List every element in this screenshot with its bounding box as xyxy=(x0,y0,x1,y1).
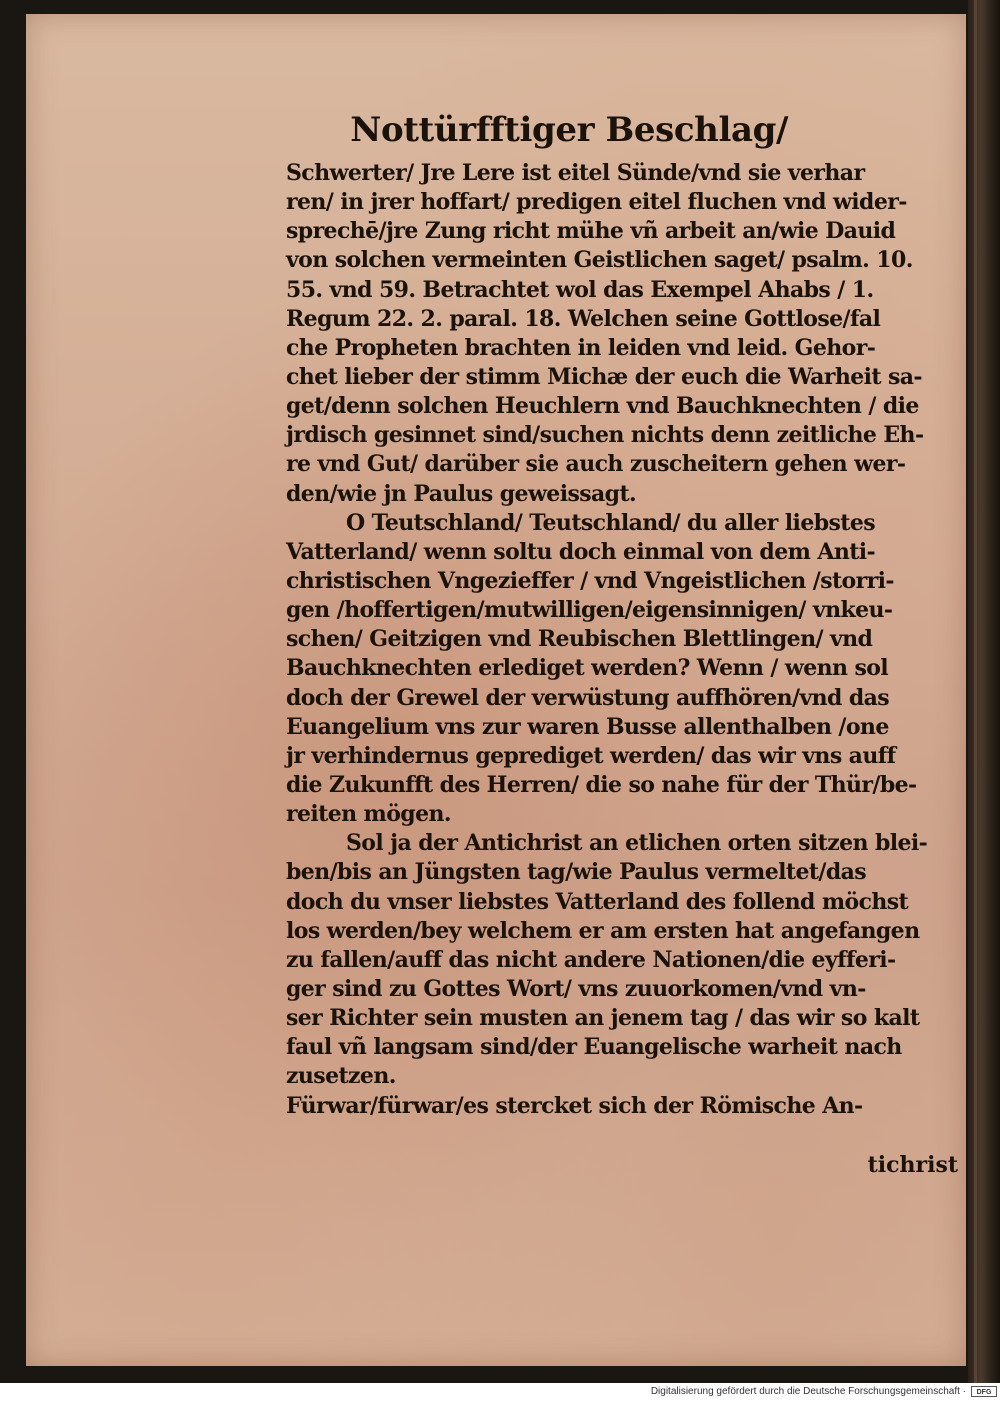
text-line: doch der Grewel der verwüstung auffhören/vnd das xyxy=(286,684,890,711)
funding-credit: Digitalisierung gefördert durch die Deutsche Forschungsgemeinschaft · xyxy=(650,1386,966,1397)
catchword: tichrist xyxy=(867,1152,958,1178)
text-line: zusetzen. xyxy=(286,1063,396,1090)
text-line: die Zukunfft des Herren/ die so nahe für der Thür/be- xyxy=(286,771,917,798)
running-head: Nottürfftiger Beschlag/ xyxy=(350,110,788,150)
text-line: gen /hoffertigen/mutwilligen/eigensinnigen/ vnkeu- xyxy=(286,597,893,624)
book-page xyxy=(26,14,966,1366)
dfg-logo: DFG xyxy=(971,1386,997,1397)
text-line: get/denn solchen Heuchlern vnd Bauchknechten / die xyxy=(286,393,919,420)
text-line: 55. vnd 59. Betrachtet wol das Exempel Ahabs / 1. xyxy=(286,276,874,303)
footer-bar xyxy=(0,1383,1000,1401)
text-line: jrdisch gesinnet sind/suchen nichts denn zeitliche Eh- xyxy=(286,422,924,449)
book-spine-edge xyxy=(968,0,1000,1383)
text-line: Regum 22. 2. paral. 18. Welchen seine Gottlose/fal xyxy=(286,305,881,332)
text-line: re vnd Gut/ darüber sie auch zuscheitern gehen wer- xyxy=(286,451,906,478)
text-line: Vatterland/ wenn soltu doch einmal von dem Anti- xyxy=(286,538,876,565)
text-line: chet lieber der stimm Michæ der euch die Warheit sa- xyxy=(286,363,922,390)
text-line: los werden/bey welchem er am ersten hat angefangen xyxy=(286,917,920,944)
text-line: ren/ in jrer hoffart/ predigen eitel fluchen vnd wider- xyxy=(286,189,907,216)
text-line: schen/ Geitzigen vnd Reubischen Blettlingen/ vnd xyxy=(286,626,873,653)
text-line: Schwerter/ Jre Lere ist eitel Sünde/vnd sie verhar xyxy=(286,160,865,186)
text-line: jr verhindernus geprediget werden/ das wir vns auff xyxy=(286,742,896,769)
text-line: christischen Vngezieffer / vnd Vngeistlichen /storri- xyxy=(286,567,894,594)
text-line: ger sind zu Gottes Wort/ vns zuuorkomen/vnd vn- xyxy=(286,975,866,1002)
text-line: doch du vnser liebstes Vatterland des follend möchst xyxy=(286,888,909,915)
text-line: zu fallen/auff das nicht andere Nationen/die eyfferi- xyxy=(286,946,896,973)
paragraph-start-line: O Teutschland/ Teutschland/ du aller liebstes xyxy=(346,509,876,536)
text-line: che Propheten brachten in leiden vnd leid. Gehor- xyxy=(286,334,876,361)
text-line: Bauchknechten erlediget werden? Wenn / wenn sol xyxy=(286,655,889,682)
page-header xyxy=(26,102,966,158)
text-line: ben/bis an Jüngsten tag/wie Paulus vermeltet/das xyxy=(286,859,867,886)
text-line: von solchen vermeinten Geistlichen saget/ psalm. 10. xyxy=(286,247,913,274)
text-line: reiten mögen. xyxy=(286,801,451,828)
text-line: faul vñ langsam sind/der Euangelische warheit nach xyxy=(286,1034,902,1061)
paragraph-start-line: Fürwar/fürwar/es stercket sich der Römische An- xyxy=(286,1092,863,1119)
text-line: Euangelium vns zur waren Busse allenthalben /one xyxy=(286,713,889,740)
text-line: ser Richter sein musten an jenem tag / das wir so kalt xyxy=(286,1005,920,1032)
body-text xyxy=(286,159,958,1121)
paragraph-start-line: Sol ja der Antichrist an etlichen orten sitzen blei- xyxy=(346,830,928,857)
text-line: den/wie jn Paulus geweissagt. xyxy=(286,480,637,507)
text-line: sprechē/jre Zung richt mühe vñ arbeit an/wie Dauid xyxy=(286,218,896,245)
